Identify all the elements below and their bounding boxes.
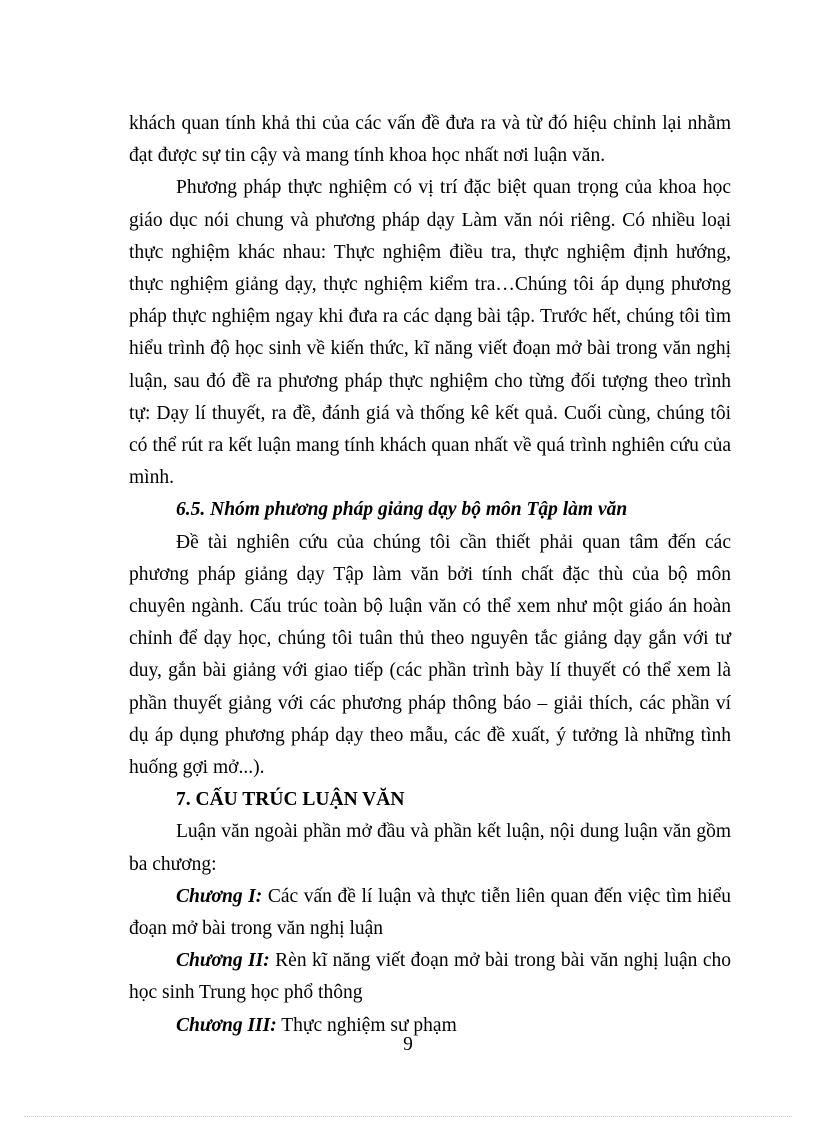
paragraph-objective: khách quan tính khả thi của các vấn đề đưa ra và từ đó hiệu chỉnh lại nhằm đạt được sự tin cậy và mang tính khoa học nhất nơi luận văn.	[129, 113, 731, 167]
chapter-text: Các vấn đề lí luận và thực tiễn liên quan đến việc tìm hiểu đoạn mở bài trong văn nghị luận	[129, 885, 731, 940]
page-bottom-divider	[24, 1116, 792, 1117]
chapter-label: Chương I:	[176, 885, 263, 907]
chapter-item-2	[129, 945, 731, 1009]
paragraph-teaching-methods: Đề tài nghiên cứu của chúng tôi cần thiết phải quan tâm đến các phương pháp giảng dạy Tập làm văn bởi tính chất đặc thù của bộ môn chuyên ngành. Cấu trúc toàn bộ luận văn có thể xem như một giáo án hoàn chỉnh để dạy học, chúng tôi tuân thủ theo nguyên tắc giảng dạy gắn với tư duy, gắn bài giảng với giao tiếp (các phần trình bày lí thuyết có thể xem là phần thuyết giảng với các phương pháp thông báo – giải thích, các phần ví dụ áp dụng phương pháp dạy theo mẫu, các đề xuất, ý tưởng là những tình huống gợi mở...).	[129, 531, 731, 779]
chapter-label: Chương III:	[176, 1014, 277, 1036]
section-heading-6-5: 6.5. Nhóm phương pháp giảng dạy bộ môn Tập làm văn	[176, 499, 628, 521]
chapter-label: Chương II:	[176, 950, 270, 972]
paragraph-experimental-method: Phương pháp thực nghiệm có vị trí đặc biệt quan trọng của khoa học giáo dục nói chung và phương pháp dạy Làm văn nói riêng. Có nhiều loại thực nghiệm khác nhau: Thực nghiệm điều tra, thực nghiệm định hướng, thực nghiệm giảng dạy, thực nghiệm kiểm tra…Chúng tôi áp dụng phương pháp thực nghiệm ngay khi đưa ra các dạng bài tập. Trước hết, chúng tôi tìm hiểu trình độ học sinh về kiến thức, kĩ năng viết đoạn mở bài trong văn nghị luận, sau đó đề ra phương pháp thực nghiệm cho từng đối tượng theo trình tự: Dạy lí thuyết, ra đề, đánh giá và thống kê kết quả. Cuối cùng, chúng tôi có thể rút ra kết luận mang tính khách quan nhất về quá trình nghiên cứu của mình.	[129, 177, 731, 489]
section-heading-7: 7. CẤU TRÚC LUẬN VĂN	[176, 789, 405, 811]
page-number: 9	[403, 1034, 413, 1055]
chapter-text: Rèn kĩ năng viết đoạn mở bài trong bài văn nghị luận cho học sinh Trung học phổ thông	[129, 950, 732, 1004]
chapter-text: Thực nghiệm sư phạm	[276, 1014, 457, 1036]
page-body	[129, 108, 731, 1042]
paragraph-structure-intro: Luận văn ngoài phần mở đầu và phần kết luận, nội dung luận văn gồm ba chương:	[129, 821, 731, 875]
chapter-item-1	[129, 881, 731, 945]
